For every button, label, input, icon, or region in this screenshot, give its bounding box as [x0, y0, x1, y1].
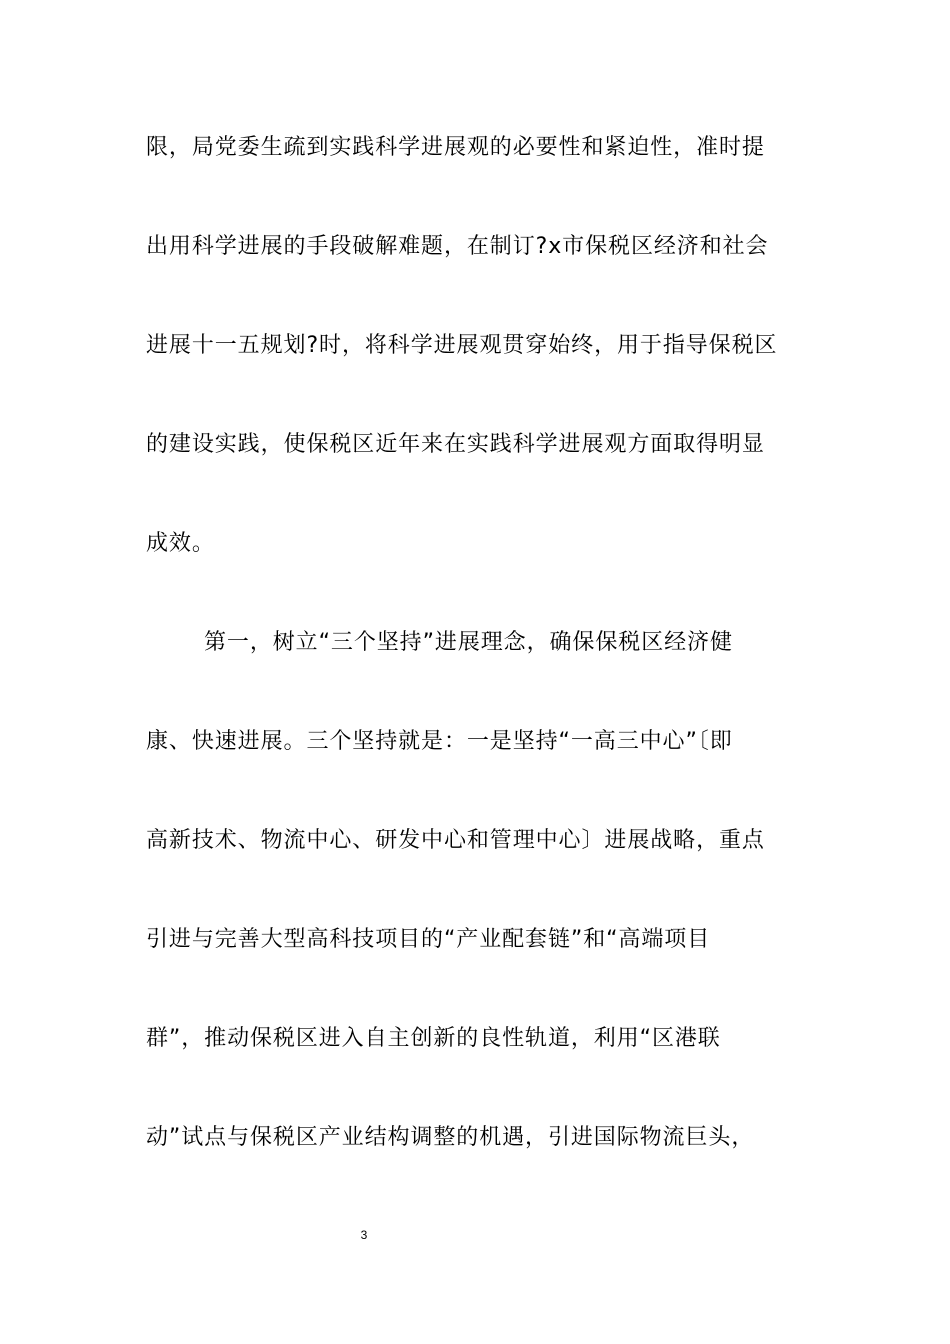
text-line: 动”试点与保税区产业结构调整的机遇，引进国际物流巨头， [146, 1125, 755, 1150]
page-number: 3 [360, 1228, 368, 1242]
text-line: 的建设实践，使保税区近年来在实践科学进展观方面取得明显 [146, 432, 765, 457]
text-line: 群”，推动保税区进入自主创新的良性轨道，利用“区港联 [146, 1026, 721, 1051]
text-line: 进展十一五规划?时，将科学进展观贯穿始终，用于指导保税区 [146, 333, 778, 358]
text-line: 成效。 [146, 531, 215, 556]
text-line: 出用科学进展的手段破解难题，在制订?x市保税区经济和社会 [146, 234, 769, 259]
paragraph-first-line: 第一，树立“三个坚持”进展理念，确保保税区经济健 [204, 630, 733, 655]
text-line: 高新技术、物流中心、研发中心和管理中心〕进展战略，重点 [146, 828, 765, 853]
text-line: 限，局党委生疏到实践科学进展观的必要性和紧迫性，准时提 [146, 135, 765, 160]
text-line: 引进与完善大型高科技项目的“产业配套链”和“高端项目 [146, 927, 711, 952]
body-text [146, 132, 806, 1221]
text-line: 康、快速进展。三个坚持就是：一是坚持“一高三中心”〔即 [146, 729, 733, 754]
